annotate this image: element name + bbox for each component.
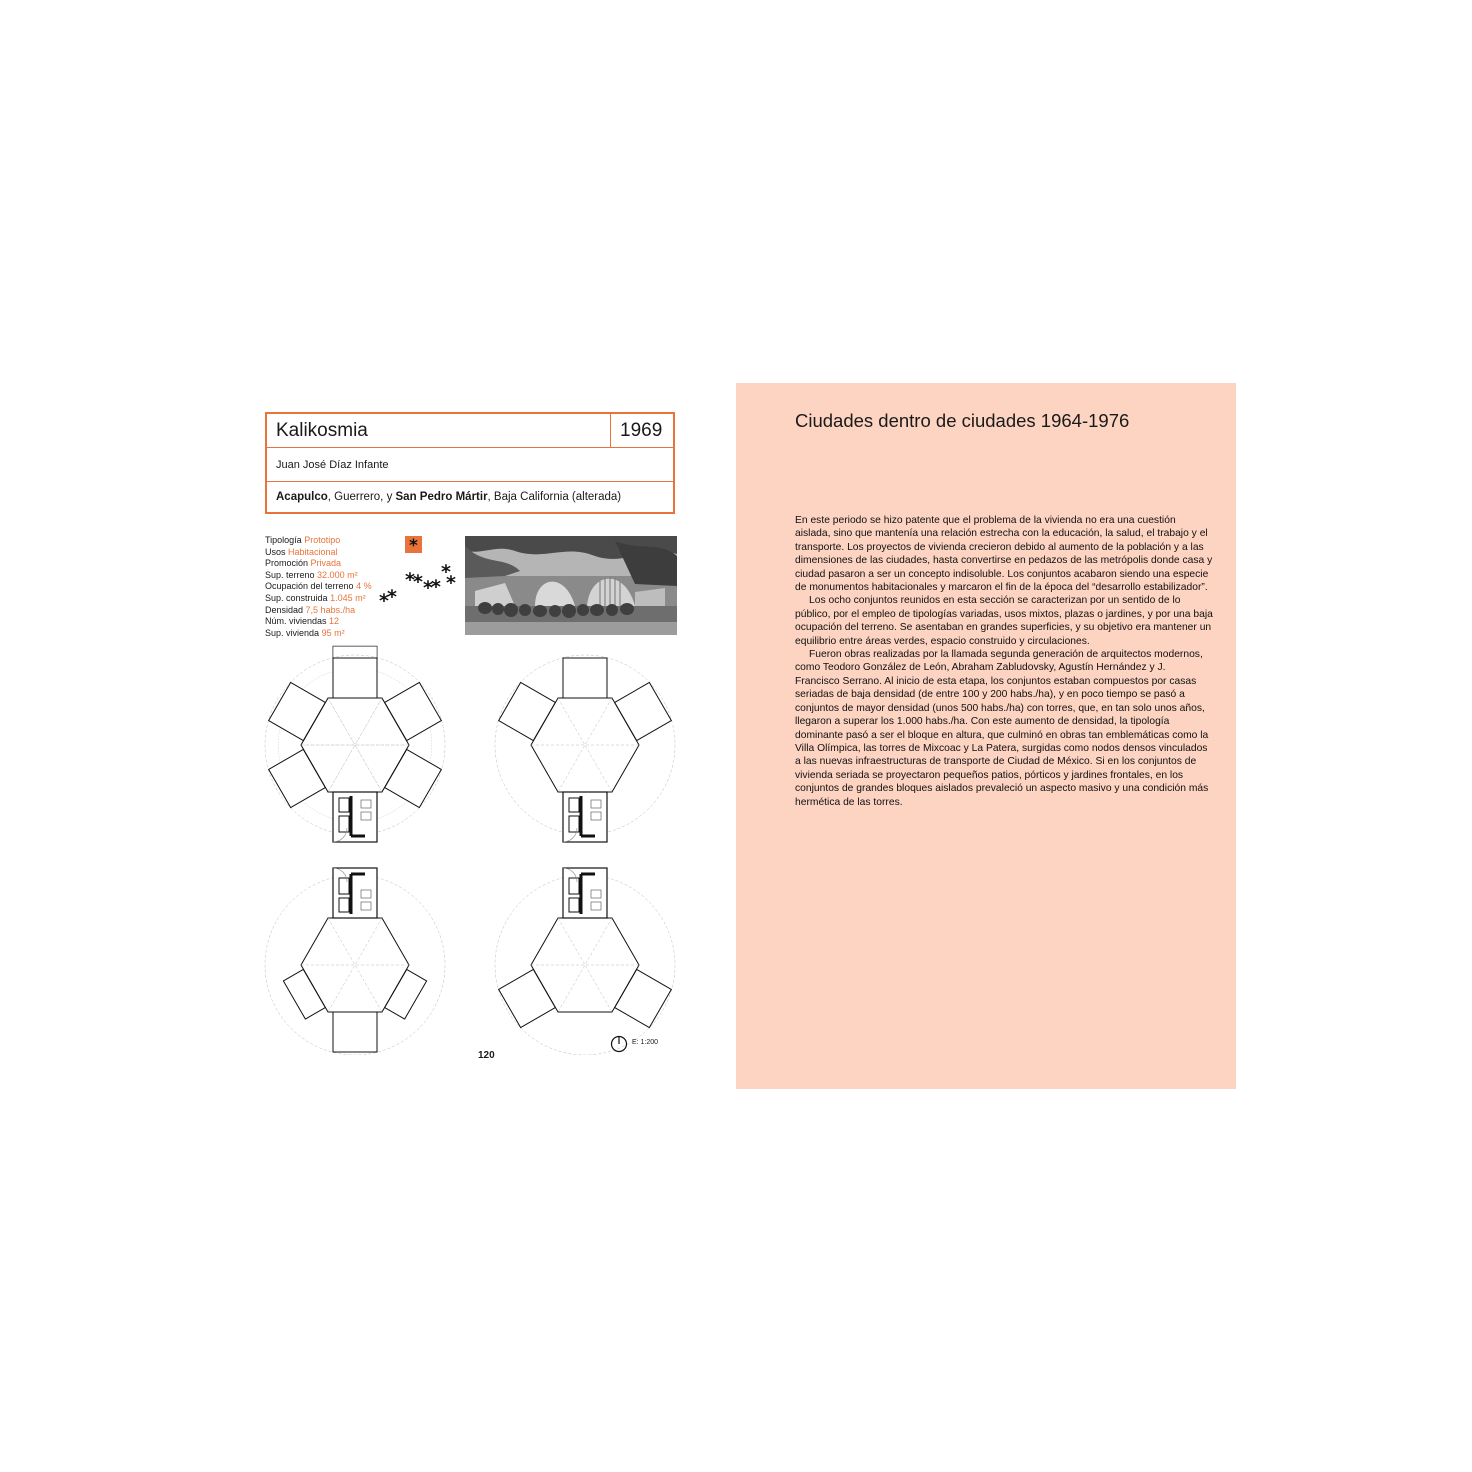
- location-text-1: , Guerrero, y: [327, 491, 396, 503]
- project-title: Kalikosmia: [276, 420, 368, 441]
- spec-label: Núm. viviendas: [265, 616, 327, 627]
- chapter-title: Ciudades dentro de ciudades 1964-1976: [795, 410, 1130, 431]
- spec-label: Sup. construida: [265, 592, 328, 603]
- asterisk-icon: *: [446, 572, 456, 594]
- scale-label: E: 1:200: [632, 1039, 659, 1046]
- spec-value: Habitacional: [288, 546, 338, 557]
- spec-label: Ocupación del terreno: [265, 581, 354, 592]
- floor-plan-1-drawing: [265, 655, 445, 842]
- floor-plan-3: [265, 868, 445, 1055]
- spec-value: Privada: [310, 558, 342, 569]
- project-year: 1969: [620, 420, 663, 441]
- floor-plan-2: [495, 655, 675, 842]
- location-city-1: Acapulco: [276, 491, 328, 503]
- spec-label: Densidad: [265, 604, 304, 615]
- body-paragraph: Los ocho conjuntos reunidos en esta sección se caracterizan por un sentido de lo público, por el empleo de tipologías variadas, usos mixtos, plazas o jardines, y por una baja ocupación del terreno. Se asentaban en grandes superficies, y su objetivo era mantener un equilibrio entre áreas verdes, espacio construido y circulaciones.: [795, 595, 1213, 647]
- spec-row: [265, 581, 372, 593]
- asterisk-icon: *: [405, 569, 415, 591]
- spec-value: 12: [329, 616, 340, 627]
- project-specs: [265, 535, 372, 639]
- spec-label: Sup. terreno: [265, 569, 315, 580]
- spec-row: [265, 558, 372, 570]
- asterisk-icon: *: [409, 536, 418, 556]
- asterisk-icon: *: [387, 586, 397, 608]
- spec-row: [265, 547, 372, 559]
- header-author-row: [267, 448, 673, 482]
- spec-row: [265, 570, 372, 582]
- spec-row: [265, 535, 372, 547]
- spec-label: Promoción: [265, 558, 309, 569]
- asterisk-icon: *: [413, 571, 423, 593]
- spec-value: 1.045 m²: [330, 592, 366, 603]
- spec-value: 95 m²: [321, 627, 345, 638]
- asterisk-icon: *: [441, 561, 451, 583]
- spec-row: [265, 628, 372, 640]
- chapter-body: [795, 514, 1213, 809]
- spec-label: Usos: [265, 546, 286, 557]
- spec-row: [265, 593, 372, 605]
- spec-row: [265, 616, 372, 628]
- header-location-row: [267, 482, 673, 514]
- location-map: [375, 533, 463, 613]
- spec-value: 32.000 m²: [317, 569, 358, 580]
- body-paragraph: En este periodo se hizo patente que el problema de la vivienda no era una cuestión aislada, sino que mantenía una relación estrecha con la educación, la salud, el trabajo y el transporte. Los proyectos de vivienda crecieron debido al aumento de la población y a las dimensiones de las ciudades, hasta convertirse en pedazos de las metrópolis donde casa y ciudad pasaron a ser un concepto indisoluble. Los conjuntos acabaron siendo una especie de monumentos habitacionales y marcaron el fin de la época del “desarrollo estabilizador”.: [795, 515, 1213, 594]
- asterisk-icon: *: [431, 576, 441, 598]
- spec-label: Tipología: [265, 535, 302, 545]
- floor-plan-4: [495, 868, 675, 1055]
- spec-value: 7,5 habs./ha: [305, 604, 356, 615]
- asterisk-icon: *: [379, 590, 389, 612]
- spec-label: Sup. vivienda: [265, 627, 320, 638]
- north-arrow-icon: [610, 1035, 628, 1053]
- project-author: Juan José Díaz Infante: [276, 459, 389, 471]
- page-number: 120: [478, 1050, 495, 1061]
- spec-value: 4 %: [356, 581, 372, 592]
- spec-value: Prototipo: [304, 535, 341, 545]
- project-header: [265, 412, 675, 514]
- location-text-2: , Baja California (alterada): [487, 491, 622, 503]
- floor-plans: [255, 645, 685, 1055]
- asterisk-icon: *: [423, 577, 433, 599]
- project-location: [276, 491, 621, 503]
- year-cell: [610, 414, 673, 448]
- location-city-2: San Pedro Mártir: [395, 491, 488, 503]
- project-photo: [465, 536, 677, 635]
- spec-row: [265, 605, 372, 617]
- header-title-row: [267, 414, 673, 448]
- chapter-intro-panel: [736, 383, 1236, 1089]
- body-paragraph: Fueron obras realizadas por la llamada segunda generación de arquitectos modernos, como Teodoro González de León, Abraham Zabludovsky, Agustín Hernández y J. Francisco Serrano. Al inicio de esta etapa, los conjuntos estaban compuestos por casas seriadas de baja densidad (de entre 100 y 200 habs./ha), y en poco tiempo se pasó a conjuntos de mayor densidad (unos 500 habs./ha) con torres, que, en tan solo unos años, llegaron a superar los 1.000 habs./ha. Con este aumento de densidad, la tipología dominante pasó a ser el bloque en altura, que culminó en obras tan emblemáticas como la Villa Olímpica, las torres de Mixcoac y La Patera, surgidas como nodos densos vinculados a las nuevas infraestructuras de transporte de Ciudad de México. Si en los conjuntos de vivienda seriada se proyectaron pequeños patios, pórticos y jardines frontales, en los conjuntos de grandes bloques aislados prevaleció un aspecto masivo y una condición más hermética de las torres.: [795, 649, 1209, 808]
